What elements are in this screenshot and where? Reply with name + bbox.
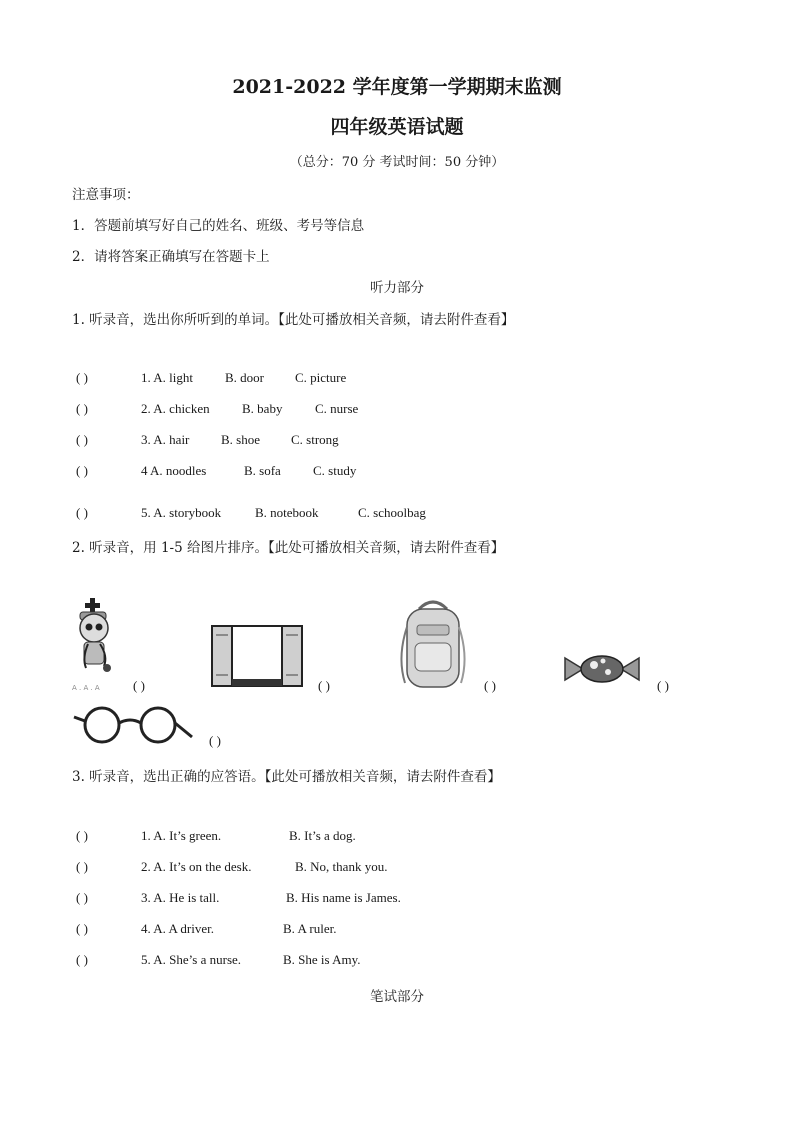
notes-heading: 注意事项： (72, 187, 140, 203)
q1-option-b: B. door (225, 370, 264, 385)
q1-option-c: C. nurse (315, 401, 359, 416)
q3-option-b: B. It’s a dog. (289, 828, 356, 843)
answer-blank[interactable]: ( ) (209, 733, 221, 748)
note-item-2: 2．请将答案正确填写在答题卡上 (72, 249, 270, 265)
q1-option-c: C. schoolbag (358, 505, 426, 520)
q3-option-b: B. A ruler. (283, 921, 337, 936)
q3-option-a: 5. A. She’s a nurse. (141, 952, 242, 967)
answer-blank[interactable]: ( ) (133, 678, 145, 693)
exam-subtitle: 四年级英语试题 (330, 116, 464, 138)
answer-blank[interactable]: ( ) (76, 859, 88, 874)
answer-blank[interactable]: ( ) (484, 678, 496, 693)
q3-option-a: 2. A. It’s on the desk. (141, 859, 252, 874)
answer-blank[interactable]: ( ) (76, 828, 88, 843)
answer-blank[interactable]: ( ) (318, 678, 330, 693)
section-label-listening: 听力部分 (370, 280, 424, 296)
q3-option-a: 1. A. It’s green. (141, 828, 222, 843)
schoolbag-picture (393, 597, 473, 689)
q3-option-b: B. She is Amy. (283, 952, 361, 967)
candy-picture (563, 652, 641, 686)
answer-blank[interactable]: ( ) (76, 432, 88, 447)
q3-option-b: B. His name is James. (286, 890, 401, 905)
q1-prompt: 1. 听录音，选出你所听到的单词。【此处可播放相关音频，请去附件查看】 (72, 312, 515, 328)
answer-blank[interactable]: ( ) (76, 370, 88, 385)
q1-option-c: C. study (313, 463, 357, 478)
answer-blank[interactable]: ( ) (76, 890, 88, 905)
glasses-picture (72, 703, 194, 745)
q3-prompt: 3. 听录音，选出正确的应答语。【此处可播放相关音频，请去附件查看】 (72, 769, 501, 785)
q1-option-a: 3. A. hair (141, 432, 190, 447)
q1-option-a: 1. A. light (141, 370, 194, 385)
doctor-picture (72, 596, 132, 696)
q3-option-b: B. No, thank you. (295, 859, 388, 874)
q1-option-a: 2. A. chicken (141, 401, 210, 416)
answer-blank[interactable]: ( ) (76, 921, 88, 936)
q1-option-b: B. shoe (221, 432, 260, 447)
exam-title: 2021-2022 学年度第一学期期末监测 (232, 76, 562, 98)
answer-blank[interactable]: ( ) (76, 505, 88, 520)
svg-text:A . A . A: A . A . A (72, 684, 100, 692)
exam-info: （总分：70 分 考试时间：50 分钟） (289, 155, 505, 170)
q1-option-a: 5. A. storybook (141, 505, 222, 520)
answer-blank[interactable]: ( ) (657, 678, 669, 693)
note-item-1: 1．答题前填写好自己的姓名、班级、考号等信息 (72, 218, 365, 234)
q2-prompt: 2. 听录音，用 1-5 给图片排序。【此处可播放相关音频，请去附件查看】 (72, 540, 505, 556)
q1-option-b: B. baby (242, 401, 283, 416)
answer-blank[interactable]: ( ) (76, 463, 88, 478)
q3-option-a: 3. A. He is tall. (141, 890, 220, 905)
q1-option-a: 4 A. noodles (141, 463, 207, 478)
section-label-writing: 笔试部分 (370, 989, 424, 1005)
q1-option-b: B. sofa (244, 463, 281, 478)
answer-blank[interactable]: ( ) (76, 401, 88, 416)
answer-blank[interactable]: ( ) (76, 952, 88, 967)
q3-option-a: 4. A. A driver. (141, 921, 214, 936)
window-picture (211, 625, 303, 687)
q1-option-c: C. picture (295, 370, 347, 385)
q1-option-b: B. notebook (255, 505, 319, 520)
q1-option-c: C. strong (291, 432, 339, 447)
